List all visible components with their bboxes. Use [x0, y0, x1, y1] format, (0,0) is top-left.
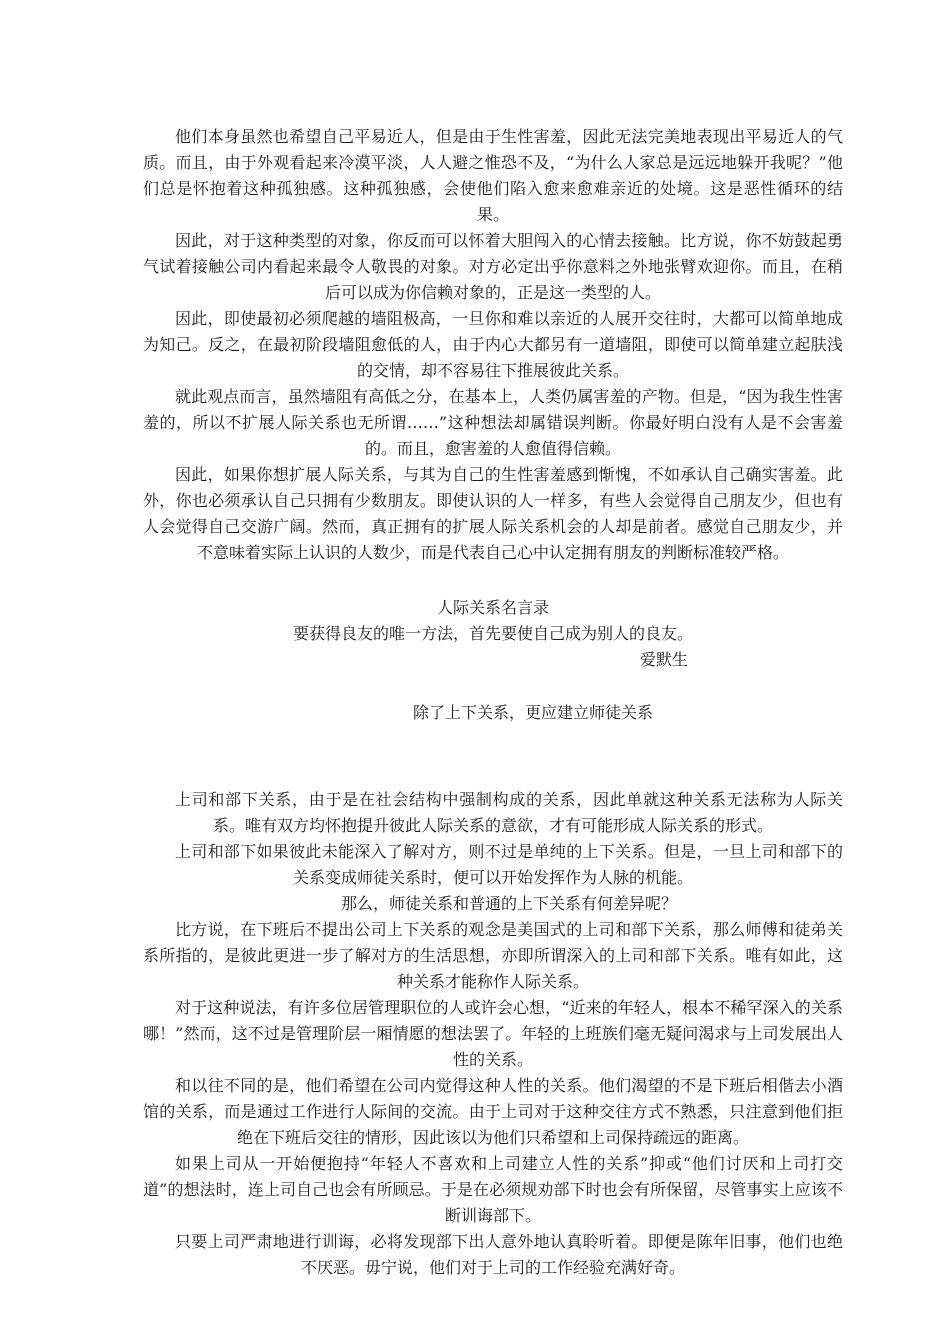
paragraph: 因此，对于这种类型的对象，你反而可以怀着大胆闯入的心情去接触。比方说，你不妨鼓起勇气试着接触公司内看起来最令人敬畏的对象。对方必定出乎你意料之外地张臂欢迎你。而且，在稍后可以成为你信赖对象的，正是这一类型的人。 [143, 231, 843, 302]
quote-author: 爱默生 [640, 650, 689, 669]
paragraph: 比方说，在下班后不提出公司上下关系的观念是美国式的上司和部下关系，那么师傅和徒弟关系所指的，是彼此更进一步了解对方的生活思想，亦即所谓深入的上司和部下关系。唯有如此，这种关系才能称作人际关系。 [143, 920, 843, 991]
paragraph: 上司和部下如果彼此未能深入了解对方，则不过是单纯的上下关系。但是，一旦上司和部下的关系变成师徒关系时，便可以开始发挥作为人脉的机能。 [175, 842, 843, 887]
quote-heading: 人际关系名言录 [436, 598, 549, 617]
section-title: 除了上下关系，更应建立师徒关系 [412, 703, 653, 722]
paragraph: 那么，师徒关系和普通的上下关系有何差异呢？ [340, 894, 677, 913]
paragraph: 只要上司严肃地进行训诲，必将发现部下出人意外地认真聆听着。即便是陈年旧事，他们也绝不厌恶。毋宁说，他们对于上司的工作经验充满好奇。 [175, 1232, 843, 1277]
paragraph: 因此，如果你想扩展人际关系，与其为自己的生性害羞感到惭愧，不如承认自己确实害羞。此外，你也必须承认自己只拥有少数朋友。即使认识的人一样多，有些人会觉得自己朋友少，但也有人会觉得自己交游广阔。然而，真正拥有的扩展人际关系机会的人却是前者。感觉自己朋友少，并不意味着实际上认识的人数少，而是代表自己心中认定拥有朋友的判断标准较严格。 [143, 465, 843, 562]
paragraph: 和以往不同的是，他们希望在公司内觉得这种人性的关系。他们渴望的不是下班后相偕去小酒馆的关系，而是通过工作进行人际间的交流。由于上司对于这种交往方式不熟悉，只注意到他们拒绝在下班后交往的情形，因此该以为他们只希望和上司保持疏远的距离。 [143, 1076, 843, 1147]
paragraph: 对于这种说法，有许多位居管理职位的人或许会心想，“近来的年轻人，根本不稀罕深入的关系哪！”然而，这不过是管理阶层一厢情愿的想法罢了。年轻的上班族们毫无疑问渴求与上司发展出人性的关系。 [143, 998, 843, 1069]
section-2-body [143, 787, 843, 1281]
paragraph: 就此观点而言，虽然墙阻有高低之分，在基本上，人类仍属害羞的产物。但是，“因为我生性害羞的，所以不扩展人际关系也无所谓……”这种想法却属错误判断。你最好明白没有人是不会害羞的。而且，愈害羞的人愈值得信赖。 [143, 387, 843, 458]
quote-text: 要获得良友的唯一方法，首先要使自己成为别人的良友。 [292, 624, 693, 643]
paragraph: 因此，即使最初必须爬越的墙阻极高，一旦你和难以亲近的人展开交往时，大都可以简单地成为知己。反之，在最初阶段墙阻愈低的人，由于内心大都另有一道墙阻，即使可以简单建立起肤浅的交情，却不容易往下推展彼此关系。 [143, 309, 843, 380]
paragraph: 上司和部下关系，由于是在社会结构中强制构成的关系，因此单就这种关系无法称为人际关系。唯有双方均怀抱提升彼此人际关系的意欲，才有可能形成人际关系的形式。 [175, 790, 843, 835]
paragraph: 如果上司从一开始便抱持“年轻人不喜欢和上司建立人性的关系”抑或“他们讨厌和上司打交道”的想法时，连上司自己也会有所顾忌。于是在必须规劝部下时也会有所保留，尽管事实上应该不断训诲部下。 [143, 1154, 843, 1225]
paragraph: 他们本身虽然也希望自己平易近人，但是由于生性害羞，因此无法完美地表现出平易近人的气质。而且，由于外观看起来冷漠平淡，人人避之惟恐不及，“为什么人家总是远远地躲开我呢？”他们总是怀抱着这种孤独感。这种孤独感，会使他们陷入愈来愈难亲近的处境。这是恶性循环的结果。 [143, 127, 843, 224]
section-1-body [143, 124, 843, 566]
